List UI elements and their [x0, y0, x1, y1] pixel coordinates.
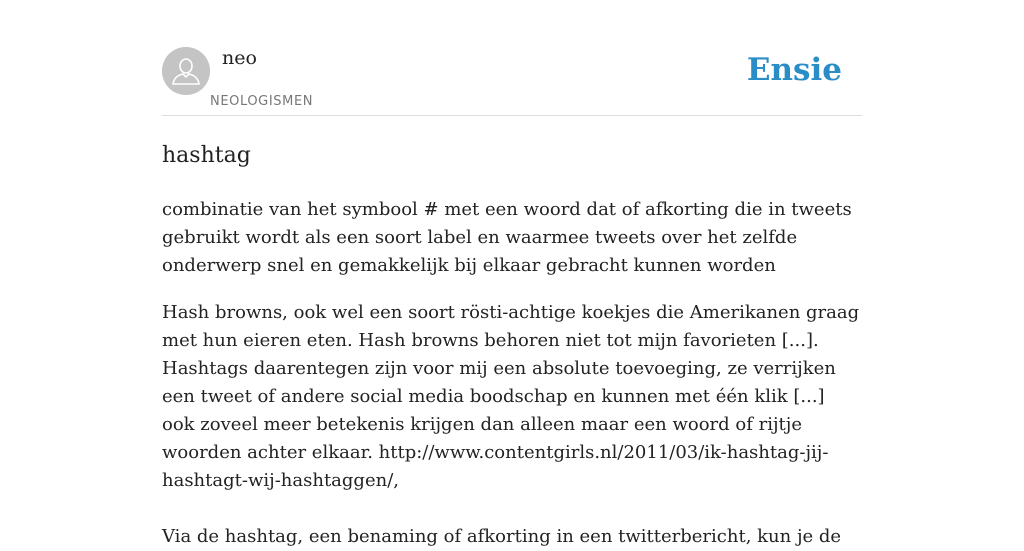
entry-header	[162, 0, 862, 116]
ensie-logo[interactable]: Ensie	[746, 52, 842, 88]
category-link[interactable]: NEOLOGISMEN	[210, 94, 314, 109]
user-silhouette-icon[interactable]	[162, 47, 210, 95]
author-name[interactable]: neo	[222, 47, 257, 69]
entry-definition: combinatie van het symbool # met een woord dat of afkorting die in tweets gebruikt wordt als een soort label en waarmee tweets over het zelfde onderwerp snel en gemakkelijk bij elkaar gebracht kunnen worden	[162, 199, 852, 276]
entry-page	[162, 0, 862, 551]
entry-example: Hash browns, ook wel een soort rösti-achtige koekjes die Amerikanen graag met hun eieren eten. Hash browns behoren niet tot mijn favorieten [...]. Hashtags daarentegen zijn voor mij een absolute toevoeging, ze verrijken een tweet of andere social media boodschap en kunnen met één klik [...] ook zoveel meer betekenis krijgen dan alleen maar een woord of rijtje woorden achter elkaar. http://www.contentgirls.nl/2011/03/ik-hashtag-jij-hashtagt-wij-hashtaggen/, Via de hashtag, een benaming of afkorting in een twitterbericht, kun je de	[162, 302, 860, 547]
entry-term: hashtag	[162, 143, 251, 168]
